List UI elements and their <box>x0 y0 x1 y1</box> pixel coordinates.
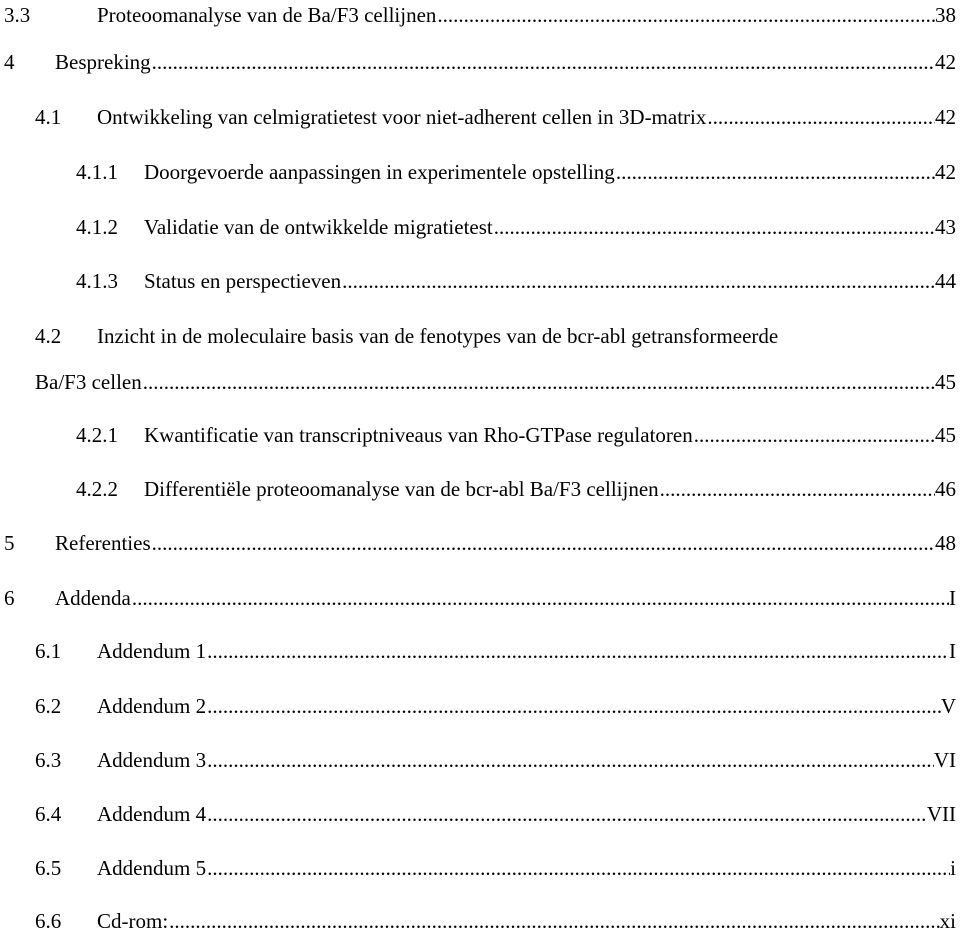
toc-entry-title: Addendum 5 <box>97 856 207 880</box>
toc-entry[interactable] <box>0 47 960 77</box>
toc-entry-line <box>144 474 956 504</box>
toc-entry[interactable] <box>0 420 960 450</box>
toc-entry-continuation[interactable] <box>0 367 960 397</box>
toc-entry-page: xi <box>939 909 956 933</box>
toc-leader-dots <box>341 266 935 296</box>
toc-entry[interactable] <box>0 474 960 504</box>
toc-entry-number: 5 <box>4 531 15 555</box>
toc-entry[interactable] <box>0 799 960 829</box>
toc-entry-line <box>144 266 956 296</box>
toc-entry-line <box>55 528 956 558</box>
toc-leader-dots <box>693 420 935 450</box>
toc-entry-number: 4.2.2 <box>76 477 118 501</box>
toc-entry-page: VI <box>933 748 956 772</box>
toc-entry-number: 6.5 <box>35 856 62 880</box>
toc-entry-title: Referenties <box>55 531 151 555</box>
toc-entry[interactable] <box>0 321 960 351</box>
toc-entry-number: 6.1 <box>35 639 62 663</box>
toc-leader-dots <box>131 583 949 613</box>
toc-entry-title: Addendum 3 <box>97 748 207 772</box>
toc-entry-line <box>97 799 956 829</box>
toc-entry-line <box>144 420 956 450</box>
toc-entry[interactable] <box>0 157 960 187</box>
toc-leader-dots <box>659 474 935 504</box>
toc-entry-line <box>55 583 956 613</box>
toc-leader-dots <box>706 102 935 132</box>
toc-leader-dots <box>151 528 935 558</box>
toc-entry-number: 4.1.1 <box>76 160 118 184</box>
toc-entry[interactable] <box>0 853 960 883</box>
toc-entry-title-line2: Ba/F3 cellen <box>35 370 142 394</box>
toc-entry-title: Addendum 1 <box>97 639 207 663</box>
toc-entry-line <box>97 0 956 30</box>
toc-entry-line <box>144 157 956 187</box>
toc-entry-title: Validatie van de ontwikkelde migratietest <box>144 215 493 239</box>
toc-entry-title: Doorgevoerde aanpassingen in experimentele opstelling <box>144 160 615 184</box>
toc-entry[interactable] <box>0 102 960 132</box>
toc-entry[interactable] <box>0 0 960 30</box>
toc-leader-dots <box>151 47 935 77</box>
toc-leader-dots <box>206 745 934 775</box>
toc-leader-dots <box>206 853 950 883</box>
toc-entry-page: 44 <box>935 269 956 293</box>
toc-entry-number: 4.2.1 <box>76 423 118 447</box>
toc-entry-line <box>97 102 956 132</box>
toc-entry-line <box>55 47 956 77</box>
toc-entry-title: Proteoomanalyse van de Ba/F3 cellijnen <box>97 3 437 27</box>
toc-entry-title: Kwantificatie van transcriptniveaus van Rho-GTPase regulatoren <box>144 423 693 447</box>
toc-entry-page: 42 <box>935 50 956 74</box>
toc-entry-title: Addenda <box>55 586 131 610</box>
toc-entry[interactable] <box>0 745 960 775</box>
toc-entry[interactable] <box>0 691 960 721</box>
toc-entry-page: 43 <box>935 215 956 239</box>
toc-entry-line <box>144 212 956 242</box>
toc-entry-title: Cd-rom: <box>97 909 169 933</box>
toc-leader-dots <box>206 636 949 666</box>
toc-entry-title: Status en perspectieven <box>144 269 342 293</box>
toc-entry-number: 4.1.2 <box>76 215 118 239</box>
toc-entry-page: I <box>949 639 956 663</box>
toc-leader-dots <box>142 367 935 397</box>
toc-entry-page: VII <box>926 802 956 826</box>
toc-entry-page: 46 <box>935 477 956 501</box>
toc-entry-line <box>97 691 956 721</box>
toc-entry-page: 45 <box>935 423 956 447</box>
toc-entry[interactable] <box>0 583 960 613</box>
toc-entry-number: 3.3 <box>4 3 31 27</box>
toc-entry-title: Bespreking <box>55 50 151 74</box>
toc-entry-number: 4.2 <box>35 324 62 348</box>
toc-entry[interactable] <box>0 212 960 242</box>
toc-entry-page: 45 <box>935 370 956 394</box>
toc-entry-number: 6 <box>4 586 15 610</box>
toc-entry-number: 4.1 <box>35 105 62 129</box>
toc-entry-page: 48 <box>935 531 956 555</box>
toc-leader-dots <box>206 691 941 721</box>
toc-entry-title: Addendum 2 <box>97 694 207 718</box>
toc-entry-number: 6.4 <box>35 802 62 826</box>
toc-entry-page: i <box>950 856 956 880</box>
toc-leader-dots <box>615 157 935 187</box>
toc-entry-line <box>97 636 956 666</box>
toc-entry-number: 6.6 <box>35 909 62 933</box>
toc-entry-page: I <box>949 586 956 610</box>
toc-entry-page: 38 <box>935 3 956 27</box>
toc-entry-number: 6.2 <box>35 694 62 718</box>
toc-entry-title-line1: Inzicht in de moleculaire basis van de fenotypes van de bcr-abl getransformeerde <box>97 324 779 348</box>
toc-entry-line <box>97 745 956 775</box>
toc-entry-title: Addendum 4 <box>97 802 207 826</box>
toc-entry-number: 4.1.3 <box>76 269 118 293</box>
toc-entry[interactable] <box>0 266 960 296</box>
toc-leader-dots <box>436 0 935 30</box>
toc-entry-line <box>35 367 956 397</box>
toc-entry-line <box>97 853 956 883</box>
toc-entry-title: Differentiële proteoomanalyse van de bcr-abl Ba/F3 cellijnen <box>144 477 659 501</box>
toc-entry-page: V <box>940 694 956 718</box>
toc-leader-dots <box>206 799 927 829</box>
toc-entry-title: Ontwikkeling van celmigratietest voor niet-adherent cellen in 3D-matrix <box>97 105 707 129</box>
toc-entry[interactable] <box>0 636 960 666</box>
toc-entry-page: 42 <box>935 105 956 129</box>
toc-entry-page: 42 <box>935 160 956 184</box>
toc-entry-number: 4 <box>4 50 15 74</box>
toc-entry[interactable] <box>0 528 960 558</box>
toc-leader-dots <box>493 212 935 242</box>
toc-entry-number: 6.3 <box>35 748 62 772</box>
